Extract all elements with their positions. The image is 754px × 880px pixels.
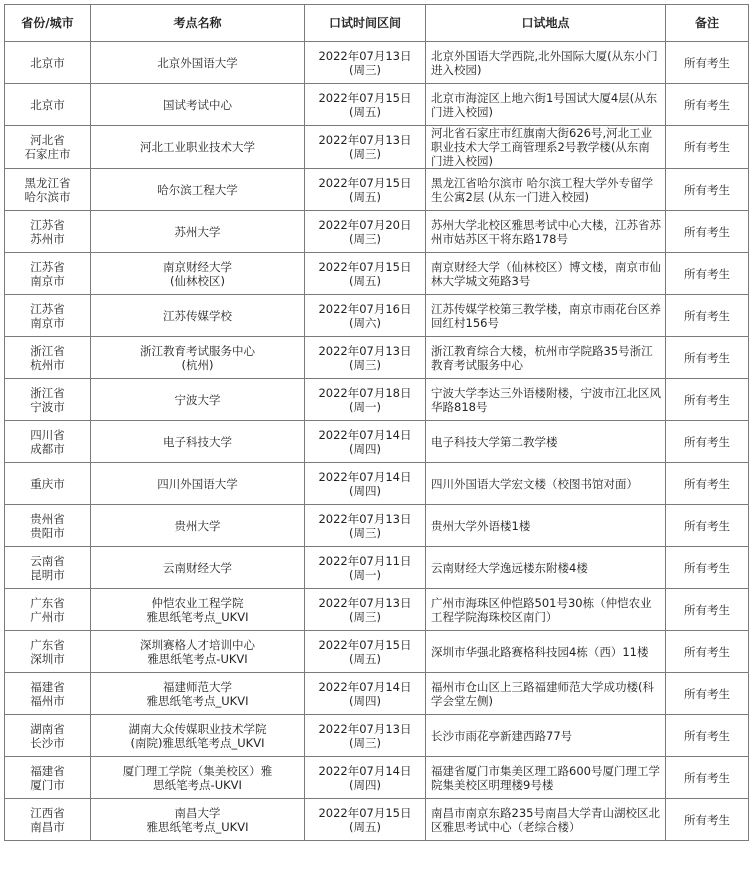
exam-venue-table (4, 4, 749, 841)
date-cell-line: 2022年07月13日 (318, 343, 412, 358)
venue-cell (91, 757, 305, 799)
date-cell-line: (周一) (349, 399, 381, 414)
city-cell-line: 宁波市 (30, 399, 65, 414)
address-cell: 深圳市华强北路赛格科技园4栋（西）11楼 (426, 631, 666, 673)
city-cell-line: 北京市 (30, 55, 65, 70)
date-cell (305, 379, 426, 421)
date-cell-line: (周四) (349, 693, 381, 708)
address-cell: 四川外国语大学宏文楼（校图书馆对面） (426, 463, 666, 505)
venue-cell (91, 463, 305, 505)
city-cell-line: 云南省 (30, 553, 65, 568)
table-row (5, 337, 749, 379)
date-cell (305, 505, 426, 547)
date-cell-line: (周三) (349, 62, 381, 77)
venue-cell (91, 126, 305, 169)
venue-cell (91, 673, 305, 715)
city-cell-line: 贵阳市 (30, 525, 65, 540)
table-body (5, 42, 749, 841)
venue-cell-line: 雅思纸笔考点-UKVI (147, 651, 248, 666)
note-cell: 所有考生 (666, 295, 749, 337)
note-cell: 所有考生 (666, 379, 749, 421)
date-cell-line: 2022年07月15日 (318, 259, 412, 274)
header-note: 备注 (666, 5, 749, 42)
city-cell-line: 昆明市 (30, 567, 65, 582)
venue-cell (91, 589, 305, 631)
date-cell-line: (周一) (349, 567, 381, 582)
address-cell: 北京市海淀区上地六街1号国试大厦4层(从东门进入校园) (426, 84, 666, 126)
table-header-row (5, 5, 749, 42)
note-cell: 所有考生 (666, 253, 749, 295)
venue-cell-line: 雅思纸笔考点_UKVI (146, 693, 249, 708)
venue-cell-line: 湖南大众传媒职业技术学院 (128, 721, 267, 736)
city-cell (5, 211, 91, 253)
date-cell-line: (周四) (349, 777, 381, 792)
note-cell: 所有考生 (666, 673, 749, 715)
venue-cell-line: 雅思纸笔考点_UKVI (146, 609, 249, 624)
city-cell (5, 126, 91, 169)
venue-cell-line: 福建师范大学 (163, 679, 232, 694)
venue-cell-line: (仙林校区) (170, 273, 225, 288)
table-row (5, 126, 749, 169)
city-cell (5, 295, 91, 337)
date-cell-line: 2022年07月13日 (318, 133, 412, 147)
table-row (5, 84, 749, 126)
table-row (5, 253, 749, 295)
address-cell: 长沙市雨花亭新建西路77号 (426, 715, 666, 757)
city-cell (5, 337, 91, 379)
date-cell-line: (周五) (349, 651, 381, 666)
address-cell: 南昌市南京东路235号南昌大学青山湖校区北区雅思考试中心（老综合楼） (426, 799, 666, 841)
note-cell: 所有考生 (666, 211, 749, 253)
city-cell-line: 广东省 (30, 595, 65, 610)
table-row (5, 421, 749, 463)
table-row (5, 757, 749, 799)
date-cell-line: (周三) (349, 525, 381, 540)
venue-cell (91, 505, 305, 547)
city-cell-line: 广州市 (30, 609, 65, 624)
venue-cell-line: (杭州) (181, 357, 214, 372)
venue-cell-line: 哈尔滨工程大学 (157, 182, 238, 197)
city-cell-line: 广东省 (30, 637, 65, 652)
city-cell-line: 南京市 (30, 273, 65, 288)
date-cell-line: (周四) (349, 483, 381, 498)
city-cell-line: 福建省 (30, 679, 65, 694)
note-cell: 所有考生 (666, 421, 749, 463)
date-cell-line: (周六) (349, 315, 381, 330)
note-cell: 所有考生 (666, 463, 749, 505)
date-cell-line: (周五) (349, 189, 381, 204)
venue-cell (91, 799, 305, 841)
city-cell-line: 河北省 (30, 133, 65, 147)
city-cell-line: 江西省 (30, 805, 65, 820)
date-cell (305, 547, 426, 589)
date-cell-line: 2022年07月14日 (318, 469, 412, 484)
venue-cell-line: 浙江教育考试服务中心 (140, 343, 255, 358)
address-cell: 福建省厦门市集美区理工路600号厦门理工学院集美校区明理楼9号楼 (426, 757, 666, 799)
city-cell-line: 南京市 (30, 315, 65, 330)
city-cell-line: 福建省 (30, 763, 65, 778)
date-cell-line: (周三) (349, 231, 381, 246)
venue-cell (91, 84, 305, 126)
city-cell-line: 石家庄市 (24, 147, 71, 161)
city-cell-line: 哈尔滨市 (24, 189, 71, 204)
venue-cell-line: 思纸笔考点-UKVI (153, 777, 242, 792)
date-cell (305, 715, 426, 757)
table-row (5, 463, 749, 505)
date-cell (305, 253, 426, 295)
city-cell (5, 421, 91, 463)
note-cell: 所有考生 (666, 337, 749, 379)
city-cell (5, 757, 91, 799)
venue-cell-line: 厦门理工学院（集美校区）雅 (122, 763, 273, 778)
venue-cell-line: 贵州大学 (174, 518, 221, 533)
venue-cell (91, 337, 305, 379)
date-cell-line: 2022年07月13日 (318, 721, 412, 736)
date-cell (305, 295, 426, 337)
header-venue: 考点名称 (91, 5, 305, 42)
note-cell: 所有考生 (666, 84, 749, 126)
city-cell-line: 深圳市 (30, 651, 65, 666)
venue-cell-line: 宁波大学 (174, 392, 221, 407)
city-cell (5, 631, 91, 673)
table-row (5, 42, 749, 84)
note-cell: 所有考生 (666, 505, 749, 547)
venue-cell-line: 雅思纸笔考点_UKVI (146, 819, 249, 834)
venue-cell (91, 631, 305, 673)
address-cell: 北京外国语大学西院,北外国际大厦(从东小门进入校园) (426, 42, 666, 84)
city-cell (5, 84, 91, 126)
city-cell (5, 715, 91, 757)
note-cell: 所有考生 (666, 169, 749, 211)
date-cell (305, 337, 426, 379)
venue-cell-line: 南昌大学 (174, 805, 221, 820)
venue-cell (91, 379, 305, 421)
city-cell (5, 799, 91, 841)
address-cell: 江苏传媒学校第三教学楼，南京市雨花台区养回红村156号 (426, 295, 666, 337)
city-cell-line: 浙江省 (30, 343, 65, 358)
venue-cell-line: 苏州大学 (174, 224, 221, 239)
date-cell (305, 421, 426, 463)
date-cell (305, 757, 426, 799)
city-cell (5, 42, 91, 84)
date-cell-line: 2022年07月14日 (318, 679, 412, 694)
table-row (5, 505, 749, 547)
city-cell (5, 169, 91, 211)
address-cell: 浙江教育综合大楼，杭州市学院路35号浙江教育考试服务中心 (426, 337, 666, 379)
city-cell (5, 589, 91, 631)
city-cell-line: 厦门市 (30, 777, 65, 792)
date-cell (305, 211, 426, 253)
city-cell-line: 北京市 (30, 97, 65, 112)
date-cell-line: 2022年07月11日 (318, 553, 412, 568)
address-cell: 福州市仓山区上三路福建师范大学成功楼(科学会堂左侧) (426, 673, 666, 715)
table-row (5, 631, 749, 673)
city-cell-line: 重庆市 (30, 476, 65, 491)
venue-cell-line: (南院)雅思纸笔考点_UKVI (130, 735, 265, 750)
note-cell: 所有考生 (666, 757, 749, 799)
city-cell-line: 江苏省 (30, 217, 65, 232)
city-cell (5, 463, 91, 505)
date-cell (305, 589, 426, 631)
address-cell: 黑龙江省哈尔滨市 哈尔滨工程大学外专留学生公寓2层 (从东一门进入校园) (426, 169, 666, 211)
venue-cell (91, 211, 305, 253)
city-cell-line: 苏州市 (30, 231, 65, 246)
note-cell: 所有考生 (666, 631, 749, 673)
date-cell (305, 673, 426, 715)
venue-cell (91, 715, 305, 757)
venue-cell (91, 42, 305, 84)
table-row (5, 295, 749, 337)
address-cell: 云南财经大学逸远楼东附楼4楼 (426, 547, 666, 589)
city-cell-line: 南昌市 (30, 819, 65, 834)
note-cell: 所有考生 (666, 799, 749, 841)
venue-cell (91, 547, 305, 589)
date-cell (305, 84, 426, 126)
date-cell-line: 2022年07月15日 (318, 637, 412, 652)
city-cell-line: 贵州省 (30, 511, 65, 526)
city-cell (5, 673, 91, 715)
date-cell-line: (周三) (349, 609, 381, 624)
date-cell (305, 126, 426, 169)
date-cell-line: 2022年07月14日 (318, 427, 412, 442)
venue-cell (91, 253, 305, 295)
date-cell (305, 799, 426, 841)
date-cell (305, 631, 426, 673)
city-cell-line: 长沙市 (30, 735, 65, 750)
address-cell: 南京财经大学（仙林校区）博文楼，南京市仙林大学城文苑路3号 (426, 253, 666, 295)
date-cell-line: (周三) (349, 357, 381, 372)
venue-cell-line: 电子科技大学 (163, 434, 232, 449)
date-cell-line: 2022年07月13日 (318, 595, 412, 610)
date-cell-line: 2022年07月15日 (318, 175, 412, 190)
date-cell-line: (周五) (349, 819, 381, 834)
venue-cell-line: 仲恺农业工程学院 (151, 595, 244, 610)
city-cell-line: 福州市 (30, 693, 65, 708)
city-cell-line: 黑龙江省 (24, 175, 71, 190)
venue-cell (91, 421, 305, 463)
date-cell-line: 2022年07月13日 (318, 511, 412, 526)
date-cell (305, 42, 426, 84)
venue-cell (91, 169, 305, 211)
note-cell: 所有考生 (666, 715, 749, 757)
city-cell (5, 505, 91, 547)
city-cell-line: 浙江省 (30, 385, 65, 400)
venue-cell-line: 河北工业职业技术大学 (140, 140, 255, 154)
date-cell-line: 2022年07月15日 (318, 90, 412, 105)
note-cell: 所有考生 (666, 42, 749, 84)
header-date: 口试时间区间 (305, 5, 426, 42)
date-cell-line: (周三) (349, 147, 381, 161)
table-row (5, 715, 749, 757)
table-row (5, 169, 749, 211)
city-cell-line: 四川省 (30, 427, 65, 442)
address-cell: 河北省石家庄市红旗南大街626号,河北工业职业技术大学工商管理系2号教学楼(从东南门进入校园) (426, 126, 666, 169)
header-city: 省份/城市 (5, 5, 91, 42)
table-row (5, 547, 749, 589)
date-cell (305, 463, 426, 505)
city-cell-line: 成都市 (30, 441, 65, 456)
date-cell-line: 2022年07月18日 (318, 385, 412, 400)
note-cell: 所有考生 (666, 589, 749, 631)
date-cell-line: 2022年07月13日 (318, 48, 412, 63)
address-cell: 宁波大学李达三外语楼附楼，宁波市江北区风华路818号 (426, 379, 666, 421)
date-cell-line: (周三) (349, 735, 381, 750)
city-cell (5, 379, 91, 421)
venue-cell-line: 北京外国语大学 (157, 55, 238, 70)
city-cell-line: 湖南省 (30, 721, 65, 736)
date-cell-line: 2022年07月16日 (318, 301, 412, 316)
date-cell-line: 2022年07月14日 (318, 763, 412, 778)
table-row (5, 379, 749, 421)
city-cell (5, 253, 91, 295)
venue-cell-line: 深圳赛格人才培训中心 (140, 637, 255, 652)
date-cell-line: (周五) (349, 104, 381, 119)
table-row (5, 673, 749, 715)
note-cell: 所有考生 (666, 547, 749, 589)
venue-cell-line: 南京财经大学 (163, 259, 232, 274)
date-cell (305, 169, 426, 211)
date-cell-line: 2022年07月20日 (318, 217, 412, 232)
note-cell: 所有考生 (666, 126, 749, 169)
date-cell-line: (周五) (349, 273, 381, 288)
city-cell-line: 江苏省 (30, 259, 65, 274)
address-cell: 电子科技大学第二教学楼 (426, 421, 666, 463)
date-cell-line: (周四) (349, 441, 381, 456)
table-row (5, 799, 749, 841)
address-cell: 广州市海珠区仲恺路501号30栋（仲恺农业工程学院海珠校区南门） (426, 589, 666, 631)
table-row (5, 589, 749, 631)
venue-cell-line: 江苏传媒学校 (163, 308, 232, 323)
venue-cell-line: 云南财经大学 (163, 560, 232, 575)
date-cell-line: 2022年07月15日 (318, 805, 412, 820)
header-address: 口试地点 (426, 5, 666, 42)
address-cell: 苏州大学北校区雅思考试中心大楼，江苏省苏州市姑苏区干将东路178号 (426, 211, 666, 253)
venue-cell-line: 四川外国语大学 (157, 476, 238, 491)
address-cell: 贵州大学外语楼1楼 (426, 505, 666, 547)
city-cell-line: 江苏省 (30, 301, 65, 316)
venue-cell (91, 295, 305, 337)
table-row (5, 211, 749, 253)
city-cell (5, 547, 91, 589)
venue-cell-line: 国试考试中心 (163, 97, 232, 112)
city-cell-line: 杭州市 (30, 357, 65, 372)
